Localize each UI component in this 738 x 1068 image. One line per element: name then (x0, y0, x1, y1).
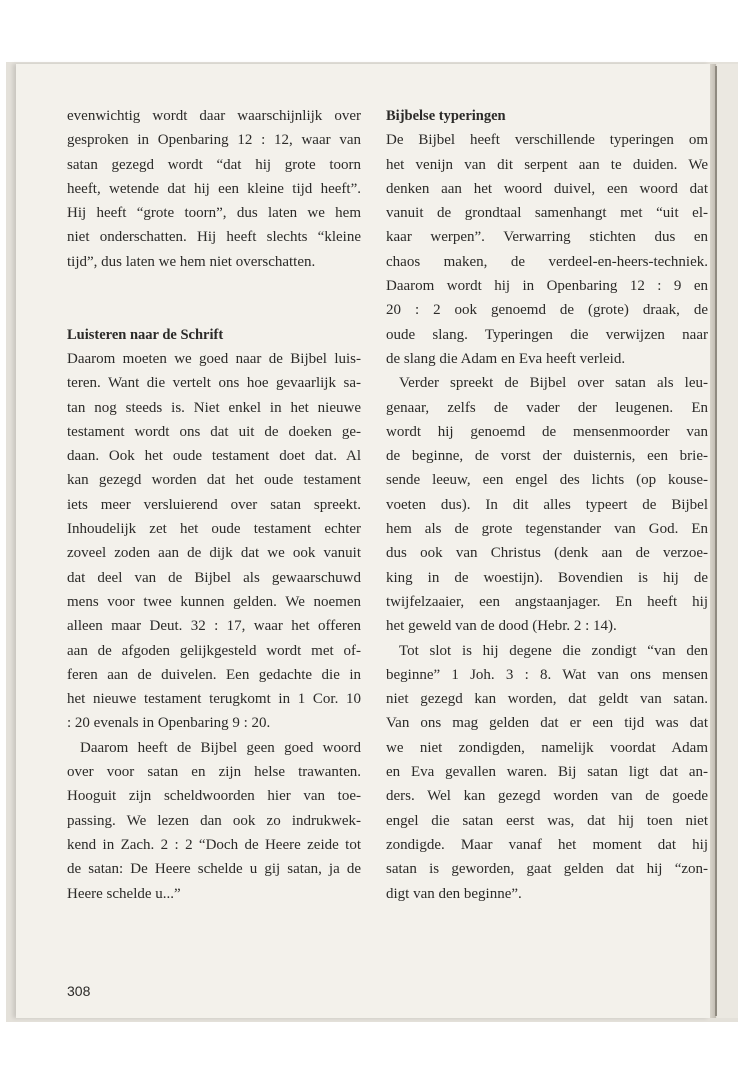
paragraph-line: king in de woestijn). Bovendien is hij de (386, 569, 708, 586)
paragraph-line: beginne” 1 Joh. 3 : 8. Wat van ons mensen (386, 666, 708, 683)
section-heading: Bijbelse typeringen (386, 108, 506, 124)
paragraph-line: dat deel van de Bijbel als gewaarschuwd (67, 569, 361, 586)
paragraph-line: alleen maar Deut. 32 : 17, waar het offeren (67, 618, 361, 635)
paragraph-line: heeft, wetende dat hij een kleine tijd heeft”. (67, 180, 361, 197)
paragraph-line: Inhoudelijk zet het oude testament echter (67, 521, 361, 538)
paragraph-line: daan. Ook het oude testament doet dat. Al (67, 448, 361, 465)
paragraph-line: Hooguit zijn scheldwoorden hier van toe- (67, 788, 361, 805)
paragraph-line: sende leeuw, een engel des lichts (op kouse- (386, 472, 708, 489)
paragraph-line: De Bijbel heeft verschillende typeringen om (386, 132, 708, 149)
paragraph-line: 20 : 2 ook genoemd de (grote) draak, de (386, 302, 708, 319)
paragraph-line: chaos maken, de verdeel-en-heers-techniek. (386, 253, 708, 270)
paragraph-line: het geweld van de dood (Hebr. 2 : 14). (386, 618, 617, 635)
paragraph-line: Verder spreekt de Bijbel over satan als leu- (399, 375, 708, 392)
paragraph-line: het nieuwe testament terugkomt in 1 Cor. 10 (67, 691, 361, 708)
paragraph-line: de slang die Adam en Eva heeft verleid. (386, 350, 626, 367)
paragraph-line: Tot slot is hij degene die zondigt “van den (399, 642, 708, 659)
paragraph-line: hem als de grote tegenstander van God. En (386, 521, 708, 538)
facing-page-edge (717, 64, 738, 1018)
paragraph-line: feren aan de duivelen. Een gedachte die in (67, 666, 361, 683)
paragraph-line: oude slang. Typeringen die verwijzen naar (386, 326, 708, 343)
paragraph-line: kan gezegd worden dat het oude testament (67, 472, 361, 489)
paragraph-line: niet gezegd kan worden, dat geldt van satan. (386, 691, 708, 708)
paragraph-line: iets meer versluierend over satan spreekt. (67, 496, 361, 513)
paragraph-line: genaar, zelfs de vader der leugenen. En (386, 399, 708, 416)
paragraph-line: zoveel zoden aan de dijk dat we ook vanuit (67, 545, 361, 562)
paragraph-line: twijfelzaaier, een angstaanjager. En heeft hij (386, 593, 708, 610)
right-column (386, 104, 708, 906)
paragraph-line: kend in Zach. 2 : 2 “Doch de Heere zeide tot (67, 836, 361, 853)
paragraph-line: vanuit de grondtaal samenhangt met “uit el- (386, 205, 708, 222)
paragraph-line: Heere schelde u...” (67, 885, 181, 902)
paragraph-line: we niet zondigden, namelijk voordat Adam (386, 739, 708, 756)
paragraph-line: Daarom moeten we goed naar de Bijbel luis- (67, 350, 361, 367)
paragraph-line: over voor satan en zijn helse trawanten. (67, 764, 361, 781)
paragraph-line: tan nog steeds is. Niet enkel in het nieuwe (67, 399, 361, 416)
paragraph-line: passing. We lezen dan ook zo indrukwek- (67, 812, 361, 829)
paragraph-line: Daarom wordt hij in Openbaring 12 : 9 en (386, 278, 708, 295)
paragraph-line: kaar werpen”. Verwarring stichten dus en (386, 229, 708, 246)
paragraph-line: en Eva gevallen waren. Bij satan ligt dat an- (386, 764, 708, 781)
paragraph-line: voeten dus). In dit alles typeert de Bijbel (386, 496, 708, 513)
paragraph-line: niet onderschatten. Hij heeft slechts “kleine (67, 229, 361, 246)
paragraph-line: zondigde. Maar vanaf het moment dat hij (386, 836, 708, 853)
paragraph-line: de beginne, de vorst der duisternis, een brie- (386, 448, 708, 465)
paragraph-line: Van ons mag gelden dat er een tijd was dat (386, 715, 708, 732)
paragraph-line: mens voor twee kunnen gelden. We noemen (67, 593, 361, 610)
section-spacer (67, 274, 361, 323)
paragraph-line: satan gezegd wordt “dat hij grote toorn (67, 156, 361, 173)
paragraph-line: ders. Wel kan gezegd worden van de goede (386, 788, 708, 805)
page-number: 308 (67, 983, 91, 999)
paragraph-line: Daarom heeft de Bijbel geen goed woord (80, 739, 361, 756)
section-heading: Luisteren naar de Schrift (67, 326, 224, 343)
paragraph-line: wordt hij genoemd de mensenmoorder van (386, 423, 708, 440)
paragraph-line: aan de afgoden gelijkgesteld wordt met of- (67, 642, 361, 659)
paragraph-line: de satan: De Heere schelde u gij satan, ja de (67, 861, 361, 878)
paragraph-line: digt van den beginne”. (386, 885, 522, 902)
paragraph-line: het venijn van dit serpent aan te duiden. We (386, 156, 708, 173)
left-column (67, 104, 361, 906)
paragraph-line: gesproken in Openbaring 12 : 12, waar van (67, 132, 361, 149)
paragraph-line: testament wordt ons dat uit de doeken ge- (67, 423, 361, 440)
paragraph-line: Hij heeft “grote toorn”, dus laten we hem (67, 205, 361, 222)
paragraph-line: teren. Want die vertelt ons hoe gevaarlijk sa- (67, 375, 361, 392)
paragraph-line: dus ook van Christus (denk aan de verzoe- (386, 545, 708, 562)
paragraph-line: tijd”, dus laten we hem niet overschatten. (67, 253, 316, 270)
paragraph-line: engel die satan eerst was, dat hij toen niet (386, 812, 708, 829)
paragraph-line: evenwichtig wordt daar waarschijnlijk over (67, 108, 361, 124)
paragraph-line: : 20 evenals in Openbaring 9 : 20. (67, 715, 271, 732)
paragraph-line: denken aan het woord duivel, een woord dat (386, 180, 708, 197)
paragraph-line: satan is geworden, gaat gelden dat hij “zon- (386, 861, 708, 878)
